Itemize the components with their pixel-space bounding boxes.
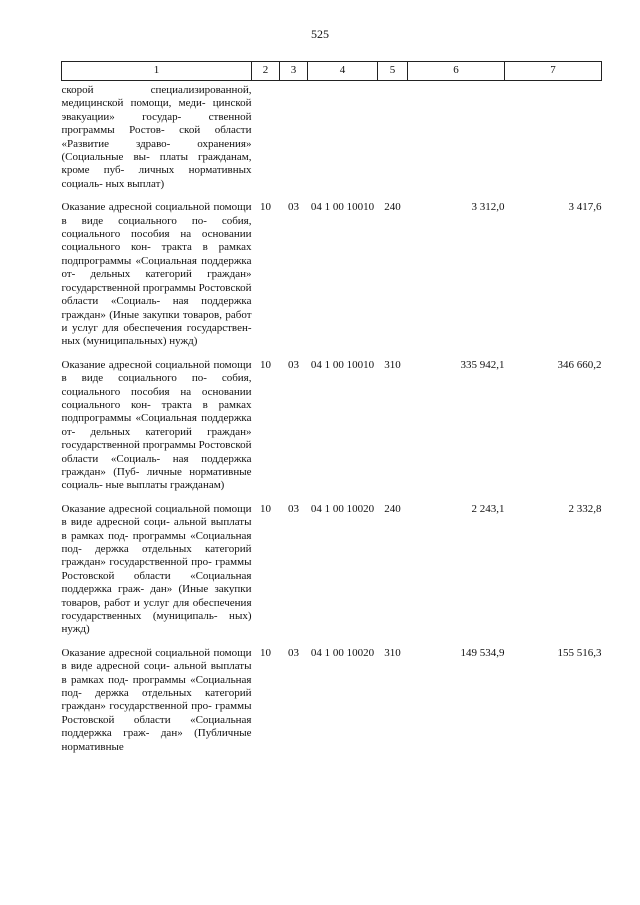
row-section: 10 [260,201,271,214]
row-target-article [308,81,378,196]
header-col-1: 1 [62,62,252,81]
page-number: 525 [311,27,329,41]
row-expense-type: 240 [384,201,401,214]
row-amount-year-1: 149 534,9 [460,646,505,659]
row-amount-year-2 [505,81,602,196]
table-row [62,497,602,641]
row-expense-type: 310 [384,646,401,659]
header-col-3: 3 [280,62,308,81]
row-amount-year-1: 335 942,1 [460,358,505,371]
row-subsection: 03 [288,358,299,371]
row-subsection [280,81,308,196]
row-amount-year-1 [408,81,505,196]
row-amount-year-2: 2 332,8 [568,502,602,515]
table-row [62,195,602,352]
row-amount-year-1: 2 243,1 [471,502,505,515]
row-target-article: 04 1 00 10010 [310,358,375,371]
table-row [62,81,602,196]
row-amount-year-2: 3 417,6 [568,201,602,214]
row-amount-year-2: 155 516,3 [557,646,602,659]
header-col-2: 2 [252,62,280,81]
row-section: 10 [260,646,271,659]
row-amount-year-2: 346 660,2 [557,358,602,371]
row-section [252,81,280,196]
row-description: Оказание адресной социальной помощи в виде адресной соци- альной выплаты в рамках под- программы «Социальная под- держка отдельных категорий граждан» государственной про- граммы Ростовской области «Социальная поддержка граж- дан» (Публичные нормативные [61,646,252,753]
header-col-7: 7 [505,62,602,81]
row-expense-type [378,81,408,196]
table-row [62,353,602,497]
table-row [62,641,602,754]
row-description: Оказание адресной социальной помощи в виде социального по- собия, социального пособия на основании социального кон- тракта в рамках подпрограммы «Социальная поддержка от- дельных категорий граждан» государственной программы Ростовской области «Социаль- ная поддержка граждан» (Пуб- личные нормативные социаль- ные выплаты гражданам) [61,358,252,492]
row-expense-type: 240 [384,502,401,515]
row-target-article: 04 1 00 10020 [310,646,375,659]
row-section: 10 [260,502,271,515]
row-target-article: 04 1 00 10020 [310,502,375,515]
table-header-row [62,62,602,81]
row-description: скорой специализированной, медицинской помощи, меди- цинской эвакуации» государ- ственной программы Ростов- ской области «Развитие здраво- охранения» (Социальные вы- платы гражданам, кроме пуб- личных нормативных социаль- ных выплат) [61,84,252,190]
row-amount-year-1: 3 312,0 [471,201,505,214]
header-col-6: 6 [408,62,505,81]
row-section: 10 [260,358,271,371]
budget-table [61,61,602,754]
row-subsection: 03 [288,646,299,659]
row-description: Оказание адресной социальной помощи в виде адресной соци- альной выплаты в рамках под- программы «Социальная под- держка отдельных категорий граждан» государственной про- граммы Ростовской области «Социальная поддержка граж- дан» (Иные закупки товаров, работ и услуг для обеспечения государственных (муниципаль- ных) нужд) [61,502,252,636]
row-description: Оказание адресной социальной помощи в виде социального по- собия, социального пособия на основании социального кон- тракта в рамках подпрограммы «Социальная поддержка от- дельных категорий граждан» государственной программы Ростовской области «Социаль- ная поддержка граждан» (Иные закупки товаров, работ и услуг для обеспечения государствен- ных (муниципальных) нужд) [61,201,252,348]
row-subsection: 03 [288,502,299,515]
row-expense-type: 310 [384,358,401,371]
header-col-5: 5 [378,62,408,81]
header-col-4: 4 [308,62,378,81]
row-target-article: 04 1 00 10010 [310,201,375,214]
row-subsection: 03 [288,201,299,214]
